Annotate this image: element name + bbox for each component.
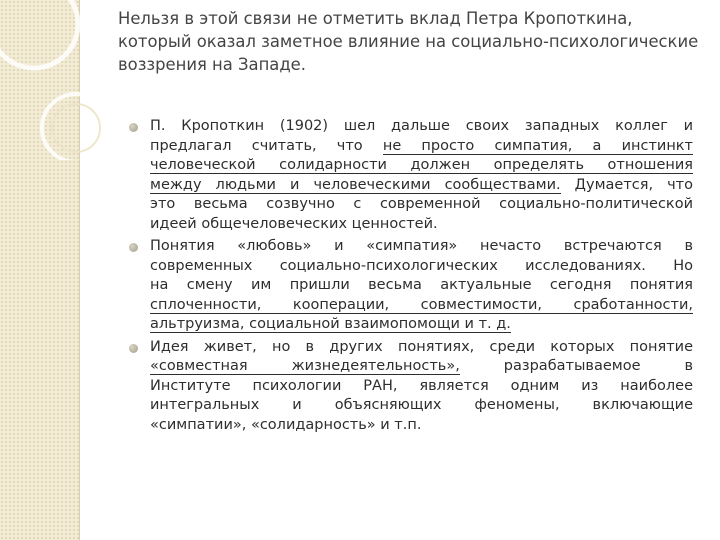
bullet-item [150,338,693,436]
bullet-icon [129,344,138,353]
bullet-line [150,117,693,137]
decorative-rings-icon [0,0,110,160]
text-segment: идеей общечеловеческих ценностей. [150,215,438,232]
text-segment: Идея живет, но в других понятиях, среди которых понятие [150,338,693,355]
bullet-icon [129,243,138,252]
underlined-text: не просто симпатия, а инстинкт [382,137,694,154]
bullet-line [150,396,693,416]
bullet-line [150,315,693,335]
bullet-item [150,117,693,234]
text-segment: интегральных и объясняющих феномены, включающие [150,397,693,413]
bullet-line [150,296,693,316]
text-segment: Институте психологии РАН, является одним из наиболее [150,377,693,394]
bullet-line [150,176,693,196]
title-line: Нельзя в этой связи не отметить вклад Петра Кропоткина, [118,9,633,28]
bullet-line [150,357,693,377]
text-segment: это весьма созвучно с современной социально-политической [150,196,693,212]
bullet-line [150,237,693,257]
title-line: воззрения на Западе. [118,55,306,74]
bullet-line [150,377,693,397]
bullet-line [150,137,693,157]
bullet-line [150,195,693,215]
underlined-text: «совместная жизнедеятельность», [150,358,460,374]
bullet-line [150,215,693,235]
slide-title [118,7,708,76]
underlined-text: между людьми и человеческими сообществами. [150,176,561,193]
text-segment: предлагал считать, что [150,137,383,154]
text-segment: Думается, что [560,176,693,193]
bullet-item [150,237,693,335]
underlined-text: человеческой солидарности должен определять отношения [150,157,693,173]
bullet-line [150,416,693,436]
bullet-list [150,117,693,438]
underlined-text: альтруизма, социальной взаимопомощи и т. д. [150,316,511,332]
bullet-line [150,257,693,277]
title-line: который оказал заметное влияние на социально-психологические [118,32,699,51]
text-segment: П. Кропоткин (1902) шел дальше своих западных коллег и [150,118,693,134]
underlined-text: сплоченности, кооперации, совместимости, сработанности, [150,296,693,313]
text-segment: «симпатии», «солидарность» и т.п. [150,416,422,433]
text-segment: разрабатываемое в [459,358,694,374]
bullet-line [150,276,693,296]
text-segment: на смену им пришли весьма актуальные сегодня понятия [150,277,693,293]
bullet-icon [129,123,138,132]
text-segment: современных социально-психологических исследованиях. Но [150,257,693,274]
bullet-line [150,156,693,176]
text-segment: Понятия «любовь» и «симпатия» нечасто встречаются в [150,238,693,254]
bullet-line [150,338,693,358]
